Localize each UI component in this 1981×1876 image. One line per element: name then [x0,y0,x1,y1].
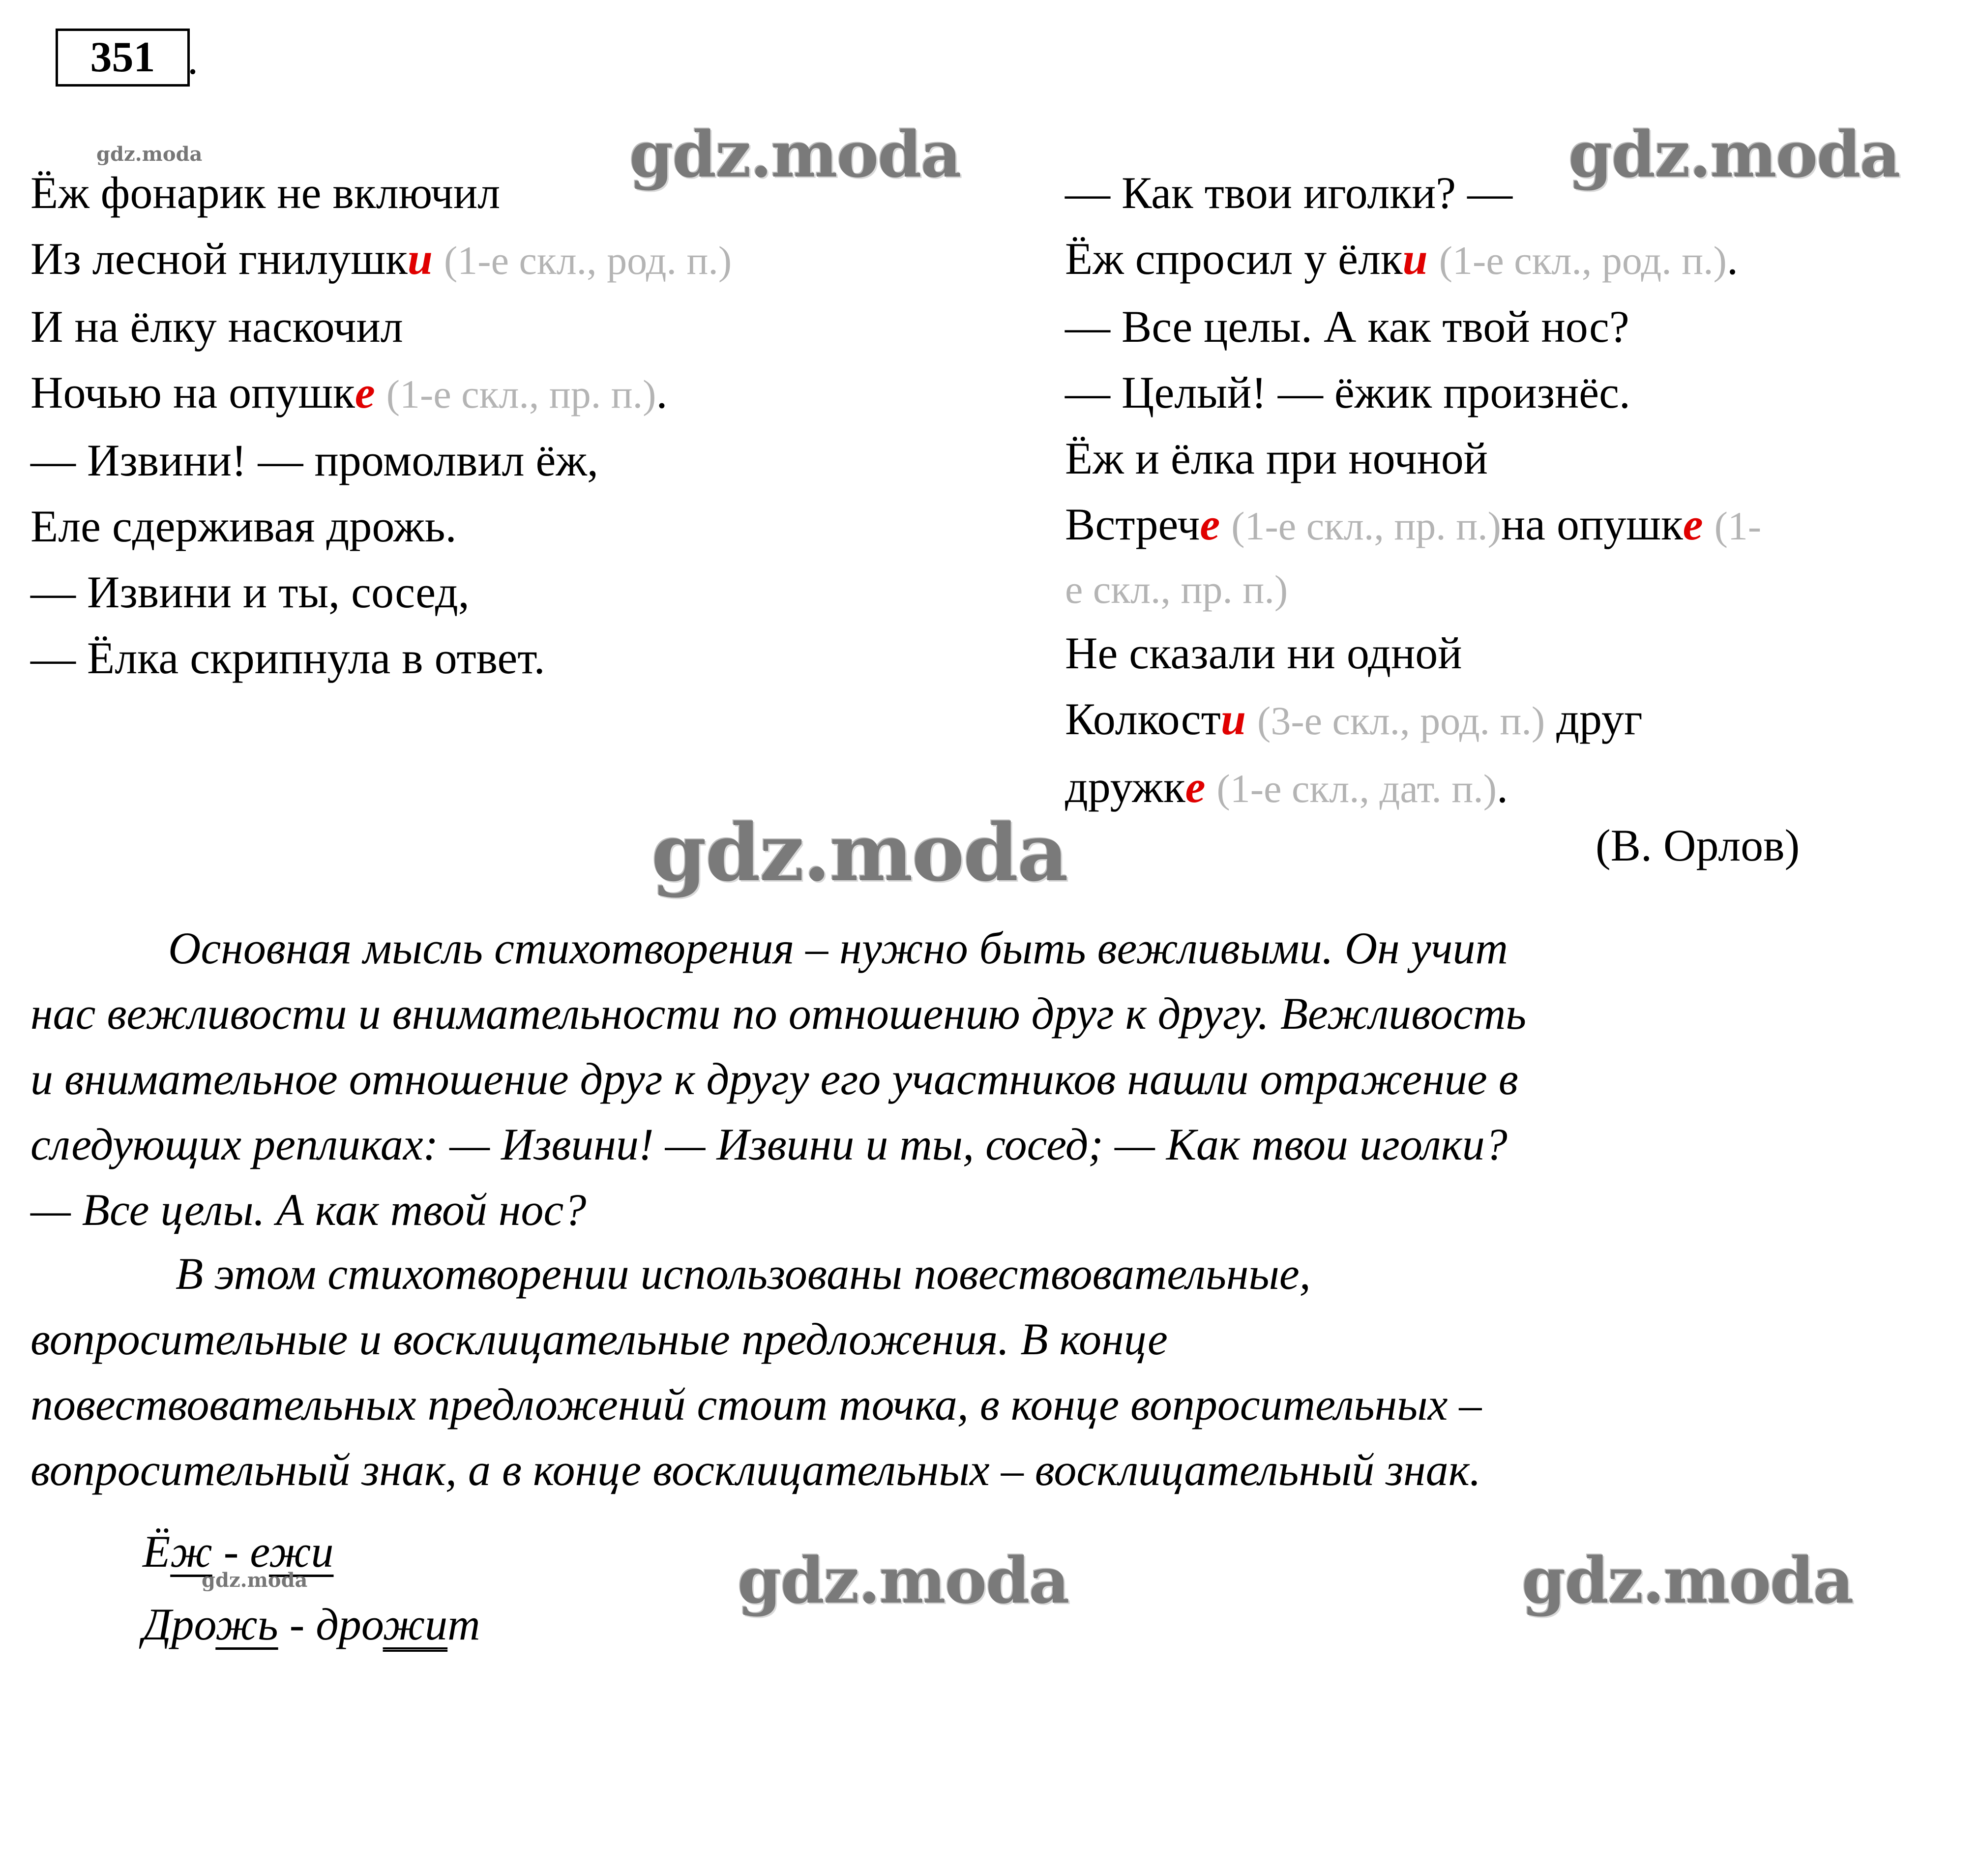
case-ending: е [1683,499,1703,549]
word-stem: Ёж спросил у ёлк [1065,234,1403,284]
poem-right-column [1065,160,1761,822]
paragraph-line: следующих репликах: — Извини! — Извини и ты, сосед; — Как твои иголки? [30,1119,1508,1169]
watermark-small: gdz.moda [96,143,203,166]
poem-left-column [30,160,732,691]
paragraph-line: вопросительный знак, а в конце восклицательных – восклицательный знак. [30,1445,1481,1495]
grammar-note: (3-е скл., род. п.) [1257,698,1545,743]
underlined-letters: ж [170,1526,212,1577]
poem-line: Ёж и ёлка при ночной [1065,433,1488,483]
grammar-note: (1-е скл., дат. п.) [1216,766,1497,811]
word-part: Дро [143,1599,216,1649]
word-stem: Колкост [1065,694,1221,744]
paragraph-line: повествовательных предложений стоит точка, в конце вопросительных – [30,1379,1482,1429]
paragraph-line: и внимательное отношение друг к другу его участников нашли отражение в [30,1054,1518,1104]
word-stem: Встреч [1065,499,1200,549]
word-stem: Ночью на опушк [30,367,355,417]
poem-line: — Ёлка скрипнула в ответ. [30,633,545,683]
watermark: gdz.moda [651,806,1067,899]
watermark: gdz.moda [1522,1544,1853,1618]
punctuation: . [1726,234,1738,284]
poem-line: — Извини и ты, сосед, [30,567,470,617]
case-ending: е [1200,499,1220,549]
poem-line: И на ёлку наскочил [30,301,403,352]
paragraph-line: нас вежливости и внимательности по отношению друг к другу. Вежливость [30,988,1527,1039]
case-ending: е [355,367,375,417]
underlined-letters: жь [215,1599,278,1649]
poem-line: — Как твои иголки? — [1065,168,1513,218]
grammar-note: (1-е скл., пр. п.) [1231,504,1501,548]
grammar-note-continued: е скл., пр. п.) [1065,567,1288,612]
watermark: gdz.moda [1568,118,1900,192]
grammar-note: (1-е скл., пр. п.) [386,372,656,417]
word-forms [143,1515,480,1661]
double-underlined-letters: жи [383,1599,448,1649]
poem-line: Не сказали ни одной [1065,628,1462,678]
word-stem: Из лесной гнилушк [30,234,408,284]
case-ending: и [407,234,433,284]
punctuation: . [1497,762,1508,812]
word-part: Ё [143,1526,171,1577]
paragraph-line: Основная мысль стихотворения – нужно быть вежливыми. Он учит [168,923,1508,973]
case-ending: и [1402,234,1428,284]
analysis-paragraph-2 [30,1241,1951,1503]
watermark: gdz.moda [738,1544,1069,1618]
poem-line: Ёж фонарик не включил [30,168,501,218]
word-part: - дро [278,1599,383,1649]
watermark-small: gdz.moda [202,1569,308,1592]
analysis-paragraph-1 [30,916,1951,1243]
poem-line: Еле сдерживая дрожь. [30,501,457,551]
word-part: - е [212,1526,269,1577]
underlined-letters: жи [268,1526,334,1577]
case-ending: и [1220,694,1246,744]
poem-line: — Целый! — ёжик произнёс. [1065,367,1630,417]
word-form-row [143,1588,480,1661]
exercise-number-dot: . [187,36,198,84]
word-form-row [143,1515,480,1588]
poem-line [30,226,732,294]
paragraph-line: вопросительные и восклицательные предложения. В конце [30,1314,1168,1364]
poem-line [1065,491,1761,559]
poem-line [1065,226,1761,294]
grammar-note: (1-е скл., род. п.) [444,238,732,283]
grammar-note: (1- [1714,504,1762,548]
word-stem: на опушк [1501,499,1683,549]
paragraph-line: В этом стихотворении использованы повествовательные, [176,1249,1311,1299]
poem-line: — Извини! — промолвил ёж, [30,435,598,485]
grammar-note: (1-е скл., род. п.) [1439,238,1727,283]
poem-line [1065,754,1761,822]
poem-author: (В. Орлов) [1596,820,1800,870]
watermark: gdz.moda [629,118,961,192]
case-ending: е [1185,762,1206,812]
poem-line: — Все целы. А как твой нос? [1065,301,1629,352]
poem-line [30,359,732,427]
word-stem: дружк [1065,762,1185,812]
exercise-number: 351 [56,29,190,87]
word-part: т [447,1599,480,1649]
poem-line [1065,686,1761,754]
paragraph-line: — Все целы. А как твой нос? [30,1185,587,1235]
punctuation: . [656,367,668,417]
word-tail: друг [1545,694,1643,744]
